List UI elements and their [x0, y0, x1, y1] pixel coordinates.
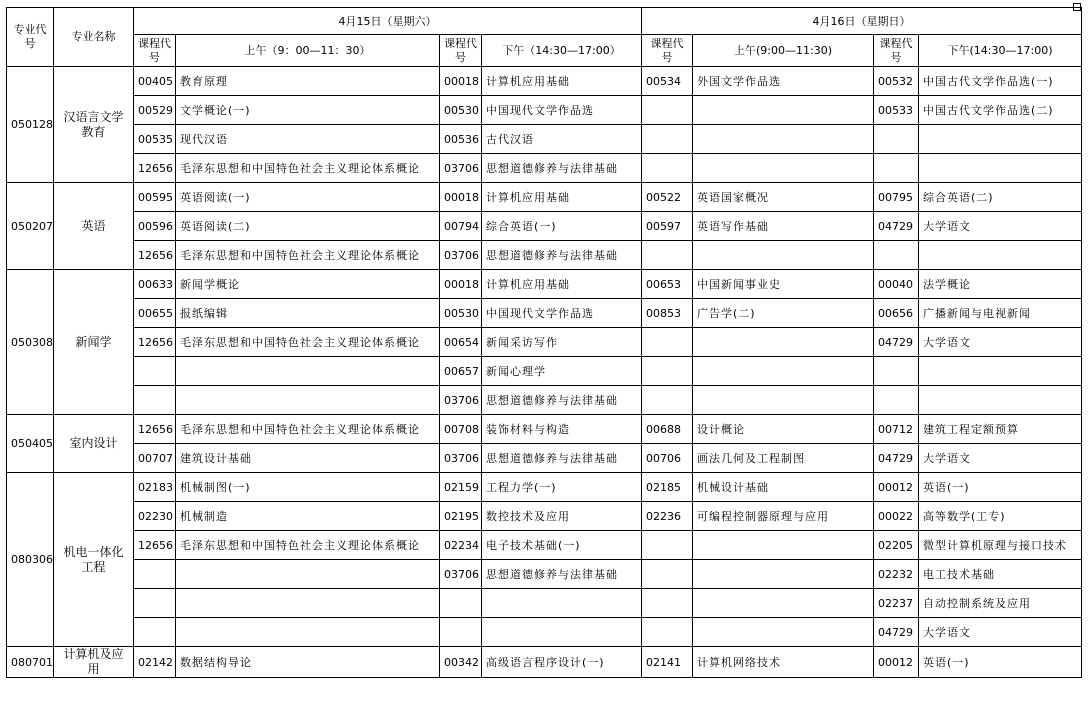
course-code-cell: 00533 [874, 96, 919, 125]
course-code-cell: 00532 [874, 67, 919, 96]
course-name-cell: 高等数学(工专) [919, 502, 1082, 531]
table-row [7, 183, 1082, 212]
schedule-body [7, 8, 1082, 678]
course-name-cell: 综合英语(一) [482, 212, 642, 241]
course-name-cell: 思想道德修养与法律基础 [482, 241, 642, 270]
course-name-cell: 装饰材料与构造 [482, 415, 642, 444]
course-name-cell [176, 386, 440, 415]
course-code-cell: 00688 [642, 415, 693, 444]
course-code-cell: 02234 [440, 531, 482, 560]
course-name-cell: 毛泽东思想和中国特色社会主义理论体系概论 [176, 154, 440, 183]
header-course-code: 课程代号 [440, 35, 482, 67]
table-row [7, 502, 1082, 531]
table-row [7, 328, 1082, 357]
course-name-cell [693, 125, 874, 154]
table-row [7, 647, 1082, 678]
course-name-cell [919, 241, 1082, 270]
major-code-cell: 050128 [7, 67, 54, 183]
exam-schedule-table [6, 7, 1082, 678]
course-name-cell: 英语国家概况 [693, 183, 874, 212]
course-code-cell: 00853 [642, 299, 693, 328]
course-code-cell: 00656 [874, 299, 919, 328]
course-code-cell: 03706 [440, 154, 482, 183]
major-code-cell: 080306 [7, 473, 54, 647]
course-name-cell: 报纸编辑 [176, 299, 440, 328]
course-name-cell: 机械设计基础 [693, 473, 874, 502]
course-code-cell: 00018 [440, 183, 482, 212]
course-code-cell: 00530 [440, 299, 482, 328]
course-name-cell: 新闻学概论 [176, 270, 440, 299]
course-name-cell [693, 96, 874, 125]
course-name-cell: 新闻心理学 [482, 357, 642, 386]
course-name-cell: 古代汉语 [482, 125, 642, 154]
course-code-cell: 04729 [874, 212, 919, 241]
course-name-cell: 大学语文 [919, 212, 1082, 241]
course-code-cell: 02195 [440, 502, 482, 531]
major-name-cell: 汉语言文学教育 [54, 67, 134, 183]
course-name-cell: 文学概论(一) [176, 96, 440, 125]
course-code-cell [642, 560, 693, 589]
course-name-cell: 电子技术基础(一) [482, 531, 642, 560]
course-name-cell: 大学语文 [919, 444, 1082, 473]
header-day2-afternoon: 下午(14:30—17:00) [919, 35, 1082, 67]
course-name-cell [693, 618, 874, 647]
course-code-cell [642, 125, 693, 154]
course-name-cell [693, 589, 874, 618]
course-code-cell [134, 386, 176, 415]
course-name-cell: 工程力学(一) [482, 473, 642, 502]
course-name-cell [919, 154, 1082, 183]
course-name-cell [693, 560, 874, 589]
course-code-cell: 02141 [642, 647, 693, 678]
course-code-cell: 02236 [642, 502, 693, 531]
major-code-cell: 050405 [7, 415, 54, 473]
major-code-cell: 050207 [7, 183, 54, 270]
course-code-cell: 00018 [440, 67, 482, 96]
course-code-cell: 12656 [134, 531, 176, 560]
table-row [7, 589, 1082, 618]
course-name-cell: 机械制图(一) [176, 473, 440, 502]
course-name-cell: 毛泽东思想和中国特色社会主义理论体系概论 [176, 531, 440, 560]
course-code-cell: 00535 [134, 125, 176, 154]
course-name-cell: 法学概论 [919, 270, 1082, 299]
course-code-cell: 00653 [642, 270, 693, 299]
course-code-cell: 03706 [440, 241, 482, 270]
course-code-cell: 00657 [440, 357, 482, 386]
table-row [7, 386, 1082, 415]
course-code-cell: 00529 [134, 96, 176, 125]
course-code-cell [874, 125, 919, 154]
course-code-cell [642, 357, 693, 386]
course-name-cell [693, 357, 874, 386]
course-name-cell: 毛泽东思想和中国特色社会主义理论体系概论 [176, 328, 440, 357]
table-row [7, 560, 1082, 589]
course-code-cell: 00530 [440, 96, 482, 125]
course-code-cell: 00708 [440, 415, 482, 444]
course-code-cell: 02159 [440, 473, 482, 502]
course-code-cell: 00405 [134, 67, 176, 96]
course-name-cell: 数控技术及应用 [482, 502, 642, 531]
course-code-cell [874, 357, 919, 386]
course-code-cell [874, 386, 919, 415]
course-name-cell: 自动控制系统及应用 [919, 589, 1082, 618]
course-name-cell [176, 589, 440, 618]
course-name-cell: 数据结构导论 [176, 647, 440, 678]
major-code-cell: 050308 [7, 270, 54, 415]
course-code-cell [642, 154, 693, 183]
course-name-cell: 综合英语(二) [919, 183, 1082, 212]
table-row [7, 241, 1082, 270]
course-code-cell: 12656 [134, 241, 176, 270]
course-name-cell [482, 618, 642, 647]
course-name-cell: 高级语言程序设计(一) [482, 647, 642, 678]
course-name-cell [693, 386, 874, 415]
course-name-cell [176, 560, 440, 589]
major-name-cell: 英语 [54, 183, 134, 270]
course-code-cell: 00536 [440, 125, 482, 154]
course-name-cell: 英语写作基础 [693, 212, 874, 241]
table-row [7, 299, 1082, 328]
course-name-cell: 毛泽东思想和中国特色社会主义理论体系概论 [176, 415, 440, 444]
course-name-cell: 英语(一) [919, 473, 1082, 502]
course-name-cell [693, 154, 874, 183]
course-code-cell: 00018 [440, 270, 482, 299]
header-course-code: 课程代号 [874, 35, 919, 67]
major-name-cell: 室内设计 [54, 415, 134, 473]
course-code-cell: 00795 [874, 183, 919, 212]
course-code-cell: 04729 [874, 328, 919, 357]
course-name-cell: 广告学(二) [693, 299, 874, 328]
header-major-name: 专业名称 [54, 8, 134, 67]
course-code-cell: 00794 [440, 212, 482, 241]
course-name-cell [693, 531, 874, 560]
course-code-cell [874, 154, 919, 183]
course-name-cell: 毛泽东思想和中国特色社会主义理论体系概论 [176, 241, 440, 270]
course-code-cell: 00040 [874, 270, 919, 299]
course-code-cell: 12656 [134, 328, 176, 357]
course-code-cell: 00655 [134, 299, 176, 328]
course-name-cell: 思想道德修养与法律基础 [482, 444, 642, 473]
course-code-cell: 00706 [642, 444, 693, 473]
course-name-cell: 英语(一) [919, 647, 1082, 678]
course-code-cell [134, 589, 176, 618]
course-name-cell: 中国古代文学作品选(一) [919, 67, 1082, 96]
course-name-cell: 外国文学作品选 [693, 67, 874, 96]
course-code-cell [642, 328, 693, 357]
major-name-cell: 计算机及应用 [54, 647, 134, 678]
course-name-cell [919, 386, 1082, 415]
course-name-cell: 电工技术基础 [919, 560, 1082, 589]
course-name-cell: 画法几何及工程制图 [693, 444, 874, 473]
course-code-cell [642, 386, 693, 415]
course-code-cell: 02205 [874, 531, 919, 560]
course-name-cell: 计算机网络技术 [693, 647, 874, 678]
table-row [7, 270, 1082, 299]
course-name-cell: 广播新闻与电视新闻 [919, 299, 1082, 328]
course-name-cell: 机械制造 [176, 502, 440, 531]
course-name-cell: 思想道德修养与法律基础 [482, 386, 642, 415]
course-code-cell: 02230 [134, 502, 176, 531]
course-name-cell: 微型计算机原理与接口技术 [919, 531, 1082, 560]
table-row [7, 415, 1082, 444]
course-code-cell [874, 241, 919, 270]
course-code-cell: 02185 [642, 473, 693, 502]
course-code-cell [440, 589, 482, 618]
course-code-cell: 00012 [874, 473, 919, 502]
course-name-cell: 中国古代文学作品选(二) [919, 96, 1082, 125]
header-day2-morning: 上午(9:00—11:30) [693, 35, 874, 67]
course-code-cell: 00522 [642, 183, 693, 212]
course-code-cell [440, 618, 482, 647]
table-row [7, 531, 1082, 560]
course-name-cell: 英语阅读(二) [176, 212, 440, 241]
course-code-cell: 03706 [440, 444, 482, 473]
course-name-cell: 建筑工程定额预算 [919, 415, 1082, 444]
course-code-cell [134, 560, 176, 589]
course-code-cell: 04729 [874, 618, 919, 647]
course-code-cell [642, 531, 693, 560]
course-code-cell: 00712 [874, 415, 919, 444]
course-name-cell: 大学语文 [919, 328, 1082, 357]
table-row [7, 473, 1082, 502]
course-code-cell: 00654 [440, 328, 482, 357]
course-code-cell: 00595 [134, 183, 176, 212]
course-name-cell: 英语阅读(一) [176, 183, 440, 212]
table-row [7, 96, 1082, 125]
course-name-cell: 中国现代文学作品选 [482, 299, 642, 328]
course-name-cell [919, 125, 1082, 154]
course-code-cell: 02142 [134, 647, 176, 678]
course-code-cell: 04729 [874, 444, 919, 473]
course-name-cell: 计算机应用基础 [482, 270, 642, 299]
table-row [7, 618, 1082, 647]
course-code-cell: 00597 [642, 212, 693, 241]
header-day1-afternoon: 下午（14:30—17:00） [482, 35, 642, 67]
course-code-cell: 03706 [440, 560, 482, 589]
course-code-cell: 00012 [874, 647, 919, 678]
course-name-cell [176, 357, 440, 386]
course-name-cell: 计算机应用基础 [482, 67, 642, 96]
header-row-days [7, 8, 1082, 35]
course-code-cell [642, 618, 693, 647]
course-code-cell: 12656 [134, 415, 176, 444]
header-course-code: 课程代号 [134, 35, 176, 67]
table-row [7, 357, 1082, 386]
course-code-cell: 02232 [874, 560, 919, 589]
header-day1: 4月15日（星期六） [134, 8, 642, 35]
course-code-cell: 00707 [134, 444, 176, 473]
course-name-cell [693, 328, 874, 357]
course-code-cell: 00596 [134, 212, 176, 241]
course-name-cell: 大学语文 [919, 618, 1082, 647]
course-code-cell: 03706 [440, 386, 482, 415]
course-name-cell: 中国现代文学作品选 [482, 96, 642, 125]
course-code-cell: 02183 [134, 473, 176, 502]
course-code-cell [134, 357, 176, 386]
course-code-cell: 00342 [440, 647, 482, 678]
course-name-cell: 现代汉语 [176, 125, 440, 154]
major-name-cell: 机电一体化工程 [54, 473, 134, 647]
header-day2: 4月16日（星期日） [642, 8, 1082, 35]
course-code-cell [642, 589, 693, 618]
course-name-cell: 建筑设计基础 [176, 444, 440, 473]
course-code-cell: 00534 [642, 67, 693, 96]
header-major-code: 专业代号 [7, 8, 54, 67]
table-row [7, 444, 1082, 473]
course-name-cell: 计算机应用基础 [482, 183, 642, 212]
course-name-cell: 中国新闻事业史 [693, 270, 874, 299]
course-name-cell: 思想道德修养与法律基础 [482, 560, 642, 589]
course-name-cell: 思想道德修养与法律基础 [482, 154, 642, 183]
course-name-cell: 可编程控制器原理与应用 [693, 502, 874, 531]
header-course-code: 课程代号 [642, 35, 693, 67]
course-name-cell: 设计概论 [693, 415, 874, 444]
header-row-sessions [7, 35, 1082, 67]
course-name-cell: 教育原理 [176, 67, 440, 96]
major-code-cell: 080701 [7, 647, 54, 678]
course-code-cell [642, 96, 693, 125]
course-code-cell: 02237 [874, 589, 919, 618]
course-code-cell [134, 618, 176, 647]
course-code-cell: 00022 [874, 502, 919, 531]
header-day1-morning: 上午（9：00—11：30） [176, 35, 440, 67]
table-row [7, 212, 1082, 241]
course-code-cell [642, 241, 693, 270]
major-name-cell: 新闻学 [54, 270, 134, 415]
course-name-cell [693, 241, 874, 270]
course-name-cell [482, 589, 642, 618]
course-code-cell: 12656 [134, 154, 176, 183]
course-code-cell: 00633 [134, 270, 176, 299]
course-name-cell [919, 357, 1082, 386]
table-row [7, 125, 1082, 154]
table-row [7, 67, 1082, 96]
course-name-cell: 新闻采访写作 [482, 328, 642, 357]
course-name-cell [176, 618, 440, 647]
table-row [7, 154, 1082, 183]
